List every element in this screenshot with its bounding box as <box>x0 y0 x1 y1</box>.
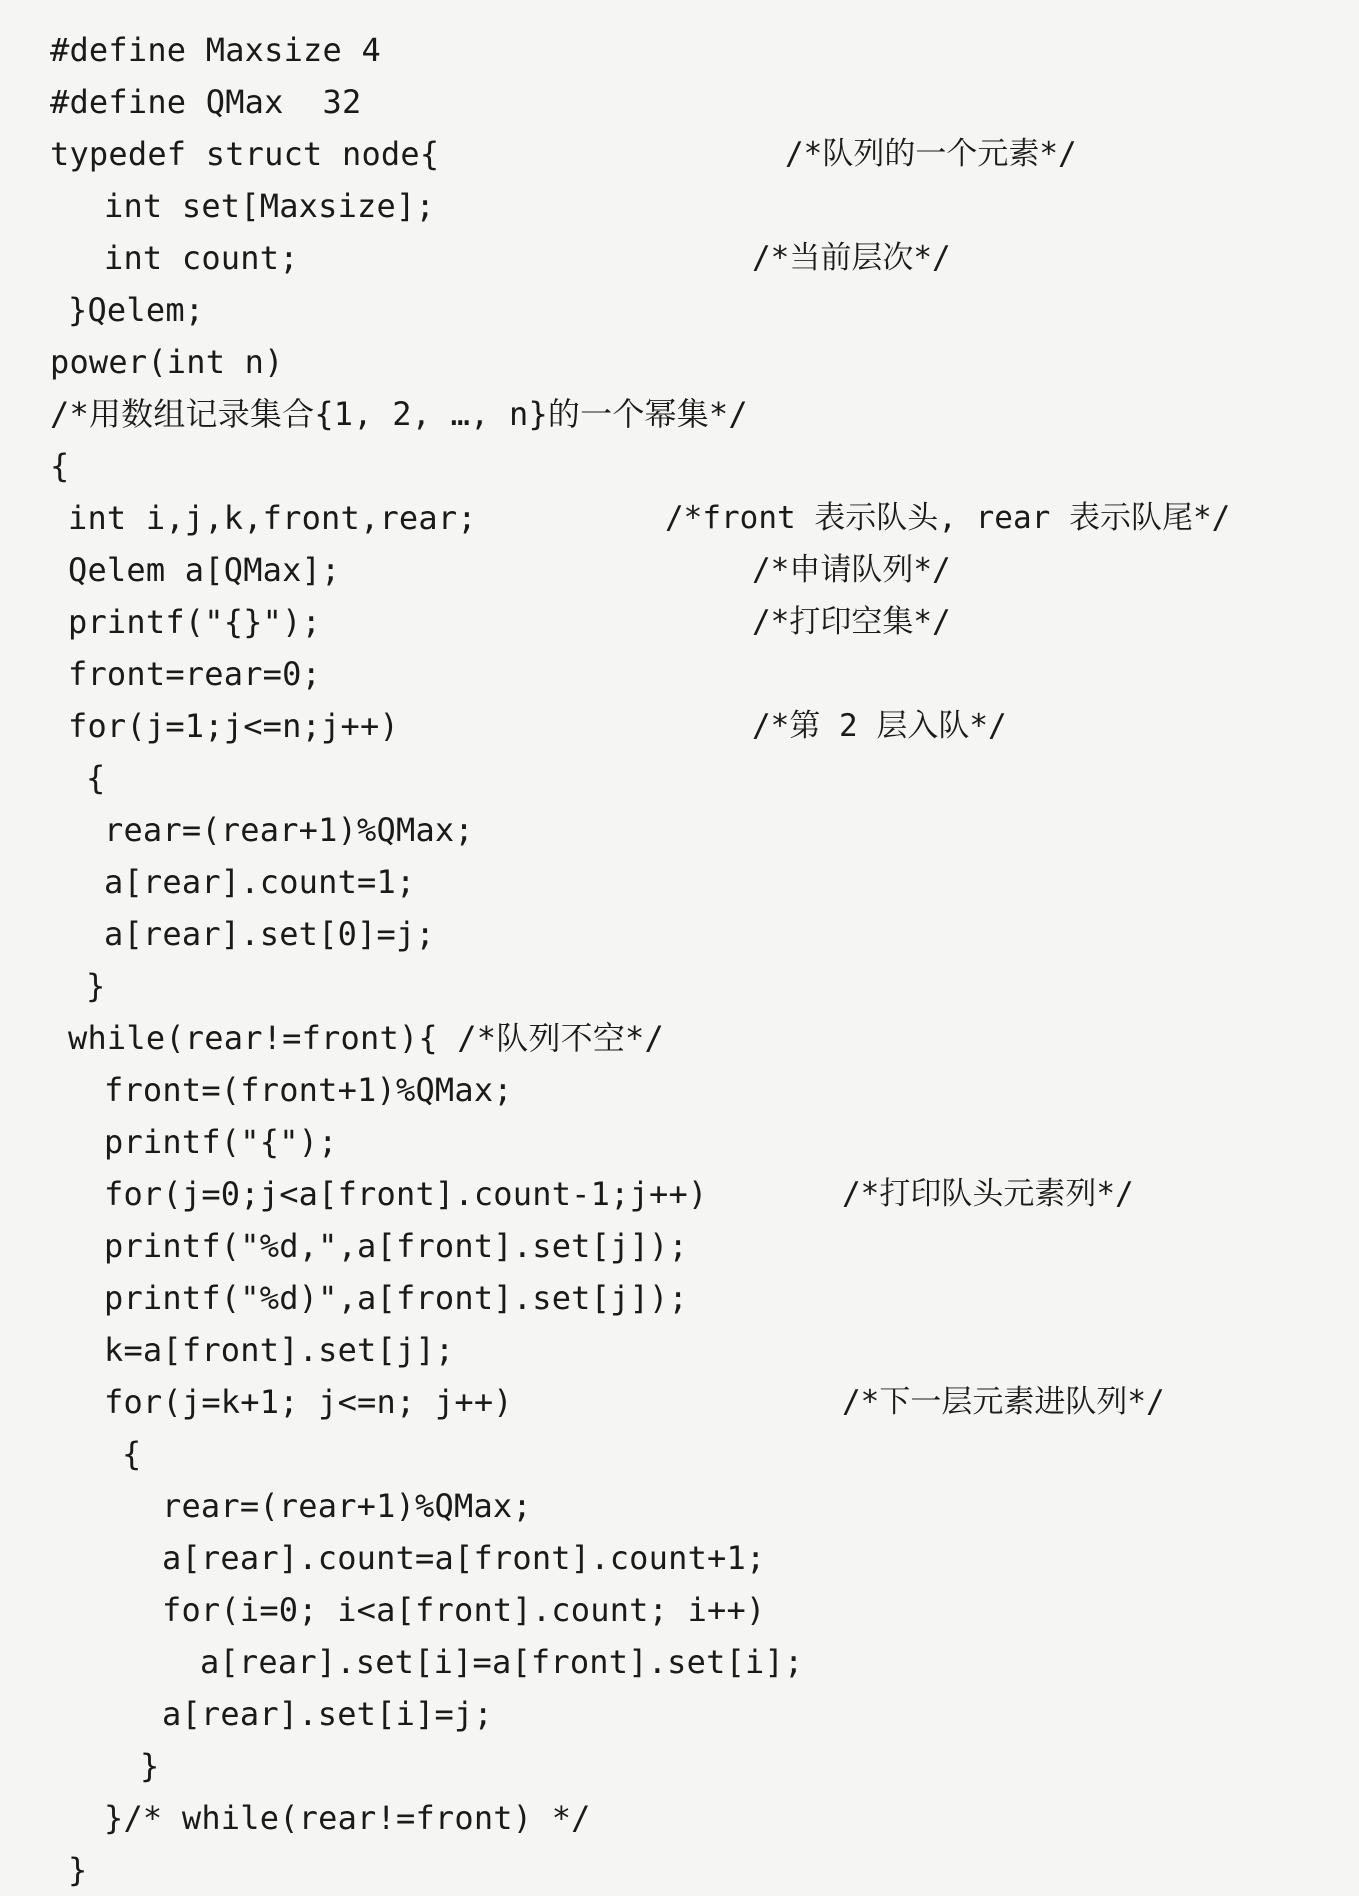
code-line-25: printf("%d)",a[front].set[j]); <box>104 1279 688 1317</box>
code-line-23: for(j=0;j<a[front].count-1;j++) <box>104 1175 708 1213</box>
code-line-11: Qelem a[QMax]; <box>68 551 341 589</box>
code-line-26: k=a[front].set[j]; <box>104 1331 455 1369</box>
code-comment-23: /*打印队头元素列*/ <box>842 1176 1134 1212</box>
code-line-31: for(i=0; i<a[front].count; i++) <box>162 1591 766 1629</box>
code-line-29: rear=(rear+1)%QMax; <box>162 1487 532 1525</box>
code-line-9: { <box>50 447 70 485</box>
code-comment-3: /*队列的一个元素*/ <box>785 136 1077 172</box>
code-comment-12: /*打印空集*/ <box>752 604 951 640</box>
code-line-15: { <box>86 759 106 797</box>
code-line-28: { <box>122 1435 142 1473</box>
code-line-10: int i,j,k,front,rear; <box>68 499 477 537</box>
code-line-24: printf("%d,",a[front].set[j]); <box>104 1227 688 1265</box>
code-line-5: int count; <box>104 239 299 277</box>
code-line-8: /*用数组记录集合{1, 2, …, n}的一个幂集*/ <box>50 395 748 433</box>
code-line-34: } <box>140 1747 160 1785</box>
code-line-1: #define Maxsize 4 <box>50 31 381 69</box>
code-line-14: for(j=1;j<=n;j++) <box>68 707 399 745</box>
code-line-3: typedef struct node{ <box>50 135 440 173</box>
code-comment-27: /*下一层元素进队列*/ <box>842 1384 1165 1420</box>
code-line-17: a[rear].count=1; <box>104 863 416 901</box>
code-comment-11: /*申请队列*/ <box>752 552 951 588</box>
code-line-20: while(rear!=front){ /*队列不空*/ <box>68 1019 664 1057</box>
code-line-2: #define QMax 32 <box>50 83 362 121</box>
code-line-18: a[rear].set[0]=j; <box>104 915 435 953</box>
code-line-7: power(int n) <box>50 343 284 381</box>
code-line-27: for(j=k+1; j<=n; j++) <box>104 1383 513 1421</box>
code-line-21: front=(front+1)%QMax; <box>104 1071 513 1109</box>
code-line-13: front=rear=0; <box>68 655 322 693</box>
code-line-19: } <box>86 967 106 1005</box>
code-comment-14: /*第 2 层入队*/ <box>752 708 1007 744</box>
code-comment-10: /*front 表示队头, rear 表示队尾*/ <box>665 500 1231 536</box>
code-line-4: int set[Maxsize]; <box>104 187 435 225</box>
code-comment-5: /*当前层次*/ <box>752 240 951 276</box>
code-line-30: a[rear].count=a[front].count+1; <box>162 1539 766 1577</box>
code-line-22: printf("{"); <box>104 1123 338 1161</box>
code-line-36: } <box>68 1851 88 1889</box>
code-line-16: rear=(rear+1)%QMax; <box>104 811 474 849</box>
code-line-6: }Qelem; <box>68 291 205 329</box>
code-line-35: }/* while(rear!=front) */ <box>104 1799 591 1837</box>
code-line-12: printf("{}"); <box>68 603 322 641</box>
code-line-33: a[rear].set[i]=j; <box>162 1695 493 1733</box>
code-line-32: a[rear].set[i]=a[front].set[i]; <box>200 1643 804 1681</box>
